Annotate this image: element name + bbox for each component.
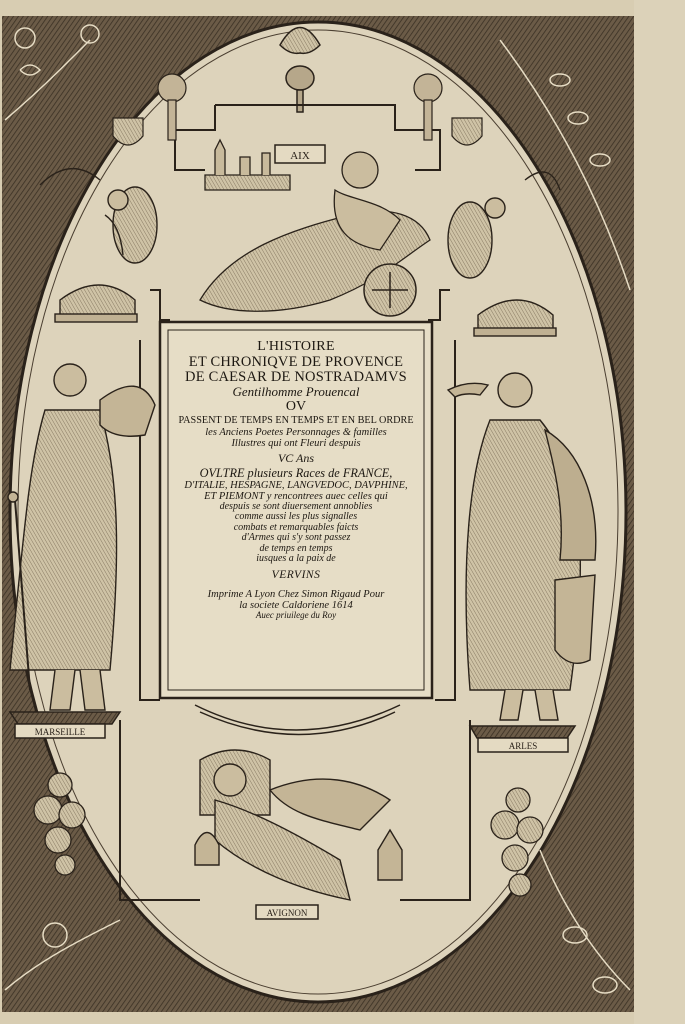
title-line: d'Armes qui s'y sont passez — [241, 532, 351, 544]
title-line: despuis se sont diuersement annoblies — [219, 500, 373, 512]
coat-of-arms-left — [113, 118, 143, 145]
title-line: combats et remarquables faicts — [233, 521, 359, 533]
title-line: ET PIEMONT y rencontrees auec celles qui — [204, 490, 388, 502]
city-label-marseille: MARSEILLE — [34, 727, 86, 737]
title-line: VC Ans — [277, 451, 315, 466]
title-line: ET CHRONIQVE DE PROVENCE — [188, 353, 404, 370]
title-line: les Anciens Poetes Personnages & familles — [205, 427, 387, 439]
title-line: OV — [285, 398, 307, 414]
title-line: L'HISTOIRE — [257, 339, 335, 354]
title-line: D'ITALIE, HESPAGNE, LANGVEDOC, DAVPHINE, — [184, 479, 408, 491]
privilege-line: Auec priuilege du Roy — [255, 609, 337, 620]
imprint-line: la societe Caldoriene 1614 — [239, 599, 353, 611]
imprint-line: Imprime A Lyon Chez Simon Rigaud Pour — [207, 588, 385, 600]
title-line: VERVINS — [271, 568, 321, 581]
title-line: DE CAESAR DE NOSTRADAMVS — [185, 368, 407, 385]
title-line: iusques a la paix de — [256, 553, 336, 565]
title-line: de temps en temps — [259, 542, 333, 554]
provence-shield — [364, 264, 416, 316]
coat-of-arms-right — [452, 118, 482, 145]
title-line: Gentilhomme Prouencal — [232, 384, 360, 400]
title-text-block — [172, 334, 420, 686]
title-line: PASSENT DE TEMPS EN TEMPS ET EN BEL ORDRE — [178, 415, 414, 427]
city-label-aix: AIX — [290, 150, 310, 162]
city-label-avignon: AVIGNON — [266, 908, 308, 918]
title-line: Illustres qui ont Fleuri despuis — [231, 438, 361, 450]
title-line: OVLTRE plusieurs Races de FRANCE, — [199, 465, 393, 480]
city-label-arles: ARLES — [508, 741, 538, 751]
title-line: comme aussi les plus signalles — [234, 511, 358, 523]
